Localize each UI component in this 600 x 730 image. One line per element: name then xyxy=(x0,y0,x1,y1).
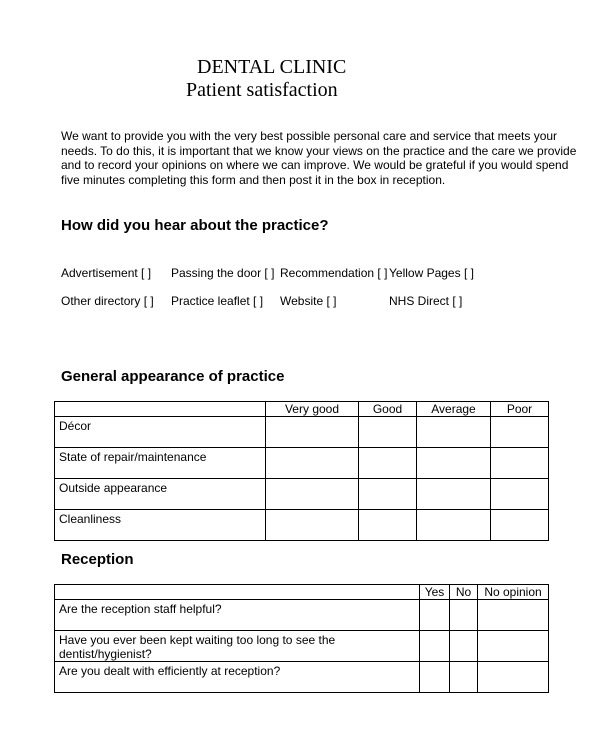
option-yellow-pages xyxy=(389,266,474,280)
table-row xyxy=(55,662,549,693)
intro-line: five minutes completing this form and then post it in the box in reception. xyxy=(61,172,446,187)
page-subtitle: Patient satisfaction xyxy=(186,79,338,101)
header-no-opinion: No opinion xyxy=(478,585,549,600)
row-label: State of repair/maintenance xyxy=(55,448,266,479)
option-practice-leaflet xyxy=(171,294,263,308)
option-checkbox[interactable]: [ ] xyxy=(326,294,337,308)
rating-cell[interactable] xyxy=(359,510,417,541)
table-row xyxy=(55,510,549,541)
table-header-row xyxy=(55,402,549,417)
header-cell-empty xyxy=(55,402,266,417)
rating-cell[interactable] xyxy=(359,448,417,479)
rating-cell[interactable] xyxy=(417,417,491,448)
page-title: DENTAL CLINIC xyxy=(197,56,347,78)
rating-cell[interactable] xyxy=(491,479,549,510)
appearance-table xyxy=(54,401,549,541)
answer-cell[interactable] xyxy=(478,600,549,631)
rating-cell[interactable] xyxy=(359,479,417,510)
option-checkbox[interactable]: [ ] xyxy=(452,294,463,308)
table-header-row xyxy=(55,585,549,600)
row-label: Are you dealt with efficiently at reception? xyxy=(55,662,420,693)
intro-paragraph xyxy=(61,129,577,187)
option-website xyxy=(280,294,337,308)
option-nhs-direct xyxy=(389,294,462,308)
header-average: Average xyxy=(417,402,491,417)
reception-heading: Reception xyxy=(61,551,134,568)
rating-cell[interactable] xyxy=(417,448,491,479)
header-cell-empty xyxy=(55,585,420,600)
option-checkbox[interactable]: [ ] xyxy=(377,266,388,280)
answer-cell[interactable] xyxy=(478,662,549,693)
rating-cell[interactable] xyxy=(491,510,549,541)
answer-cell[interactable] xyxy=(450,600,478,631)
rating-cell[interactable] xyxy=(417,510,491,541)
option-checkbox[interactable]: [ ] xyxy=(264,266,275,280)
rating-cell[interactable] xyxy=(359,417,417,448)
option-other-directory xyxy=(61,294,154,308)
option-checkbox[interactable]: [ ] xyxy=(463,266,474,280)
row-label: Are the reception staff helpful? xyxy=(55,600,420,631)
row-label: Have you ever been kept waiting too long to see the dentist/hygienist? xyxy=(55,631,420,662)
rating-cell[interactable] xyxy=(491,448,549,479)
option-label: Other directory xyxy=(61,294,141,308)
header-very-good: Very good xyxy=(266,402,359,417)
header-yes: Yes xyxy=(420,585,450,600)
rating-cell[interactable] xyxy=(491,417,549,448)
table-row xyxy=(55,448,549,479)
rating-cell[interactable] xyxy=(266,510,359,541)
option-checkbox[interactable]: [ ] xyxy=(253,294,264,308)
intro-line: and to record your opinions on where we can improve. We would be grateful if you would spend xyxy=(61,158,569,172)
option-label: NHS Direct xyxy=(389,294,450,308)
reception-table xyxy=(54,584,549,693)
intro-line: needs. To do this, it is important that we know your views on the practice and the care we provide xyxy=(61,143,577,158)
header-no: No xyxy=(450,585,478,600)
option-label: Advertisement xyxy=(61,266,138,280)
appearance-heading: General appearance of practice xyxy=(61,368,285,385)
row-label: Outside appearance xyxy=(55,479,266,510)
option-checkbox[interactable]: [ ] xyxy=(143,294,154,308)
answer-cell[interactable] xyxy=(450,631,478,662)
answer-cell[interactable] xyxy=(420,631,450,662)
intro-line: We want to provide you with the very best possible personal care and service that meets your xyxy=(61,129,558,143)
option-checkbox[interactable]: [ ] xyxy=(141,266,152,280)
table-row xyxy=(55,417,549,448)
answer-cell[interactable] xyxy=(450,662,478,693)
option-recommendation xyxy=(280,266,387,280)
rating-cell[interactable] xyxy=(266,448,359,479)
option-advertisement xyxy=(61,266,151,280)
table-row xyxy=(55,600,549,631)
rating-cell[interactable] xyxy=(266,417,359,448)
option-label: Website xyxy=(280,294,324,308)
header-good: Good xyxy=(359,402,417,417)
hear-heading: How did you hear about the practice? xyxy=(61,217,329,234)
row-label: Cleanliness xyxy=(55,510,266,541)
option-label: Yellow Pages xyxy=(389,266,461,280)
row-label: Décor xyxy=(55,417,266,448)
answer-cell[interactable] xyxy=(420,662,450,693)
table-row xyxy=(55,631,549,662)
answer-cell[interactable] xyxy=(478,631,549,662)
table-row xyxy=(55,479,549,510)
header-poor: Poor xyxy=(491,402,549,417)
option-passing-the-door xyxy=(171,266,274,280)
option-label: Passing the door xyxy=(171,266,262,280)
rating-cell[interactable] xyxy=(266,479,359,510)
option-label: Practice leaflet xyxy=(171,294,250,308)
rating-cell[interactable] xyxy=(417,479,491,510)
option-label: Recommendation xyxy=(280,266,375,280)
answer-cell[interactable] xyxy=(420,600,450,631)
